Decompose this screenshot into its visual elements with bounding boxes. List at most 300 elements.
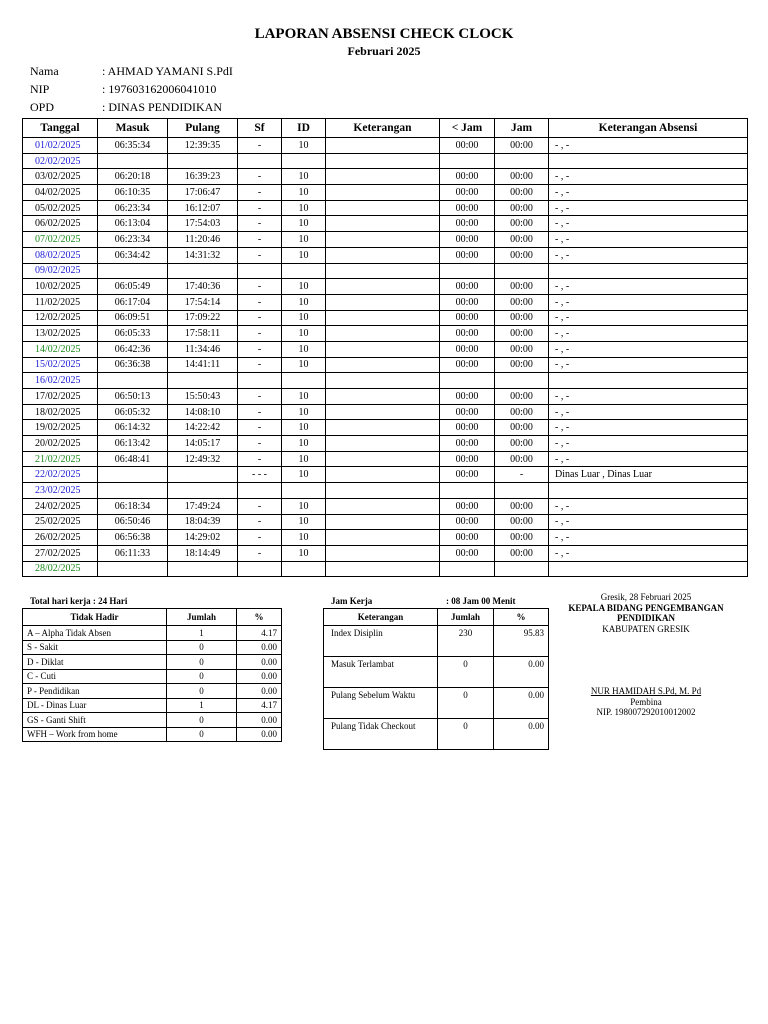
cell-keterangan-absensi: - , - xyxy=(549,498,748,514)
absence-header-row xyxy=(23,609,282,626)
cell-sf: - xyxy=(238,185,282,201)
cell-keterangan-absensi: - , - xyxy=(549,451,748,467)
cell-check-out: 17:09:22 xyxy=(168,310,238,326)
cell-jam: 00:00 xyxy=(495,436,549,452)
cell-keterangan xyxy=(326,373,440,389)
col-header-jam: Jam xyxy=(495,119,549,138)
cell-check-in: 06:35:34 xyxy=(98,138,168,154)
cell-id: 10 xyxy=(282,341,326,357)
cell-keterangan-absensi xyxy=(549,263,748,279)
cell-keterangan-absensi: - , - xyxy=(549,545,748,561)
cell-less-jam: 00:00 xyxy=(440,530,495,546)
absence-count: 0 xyxy=(167,669,237,684)
col-header-tanggal: Tanggal xyxy=(23,119,98,138)
cell-id: 10 xyxy=(282,357,326,373)
cell-jam: - xyxy=(495,467,549,483)
cell-jam: 00:00 xyxy=(495,169,549,185)
employee-opd-row xyxy=(30,100,222,115)
cell-less-jam xyxy=(440,153,495,169)
cell-date: 06/02/2025 xyxy=(23,216,98,232)
cell-keterangan xyxy=(326,247,440,263)
cell-sf xyxy=(238,561,282,577)
col-header-masuk: Masuk xyxy=(98,119,168,138)
cell-date: 04/02/2025 xyxy=(23,185,98,201)
cell-sf: - xyxy=(238,232,282,248)
absence-count: 0 xyxy=(167,640,237,655)
attendance-row xyxy=(23,153,748,169)
cell-sf xyxy=(238,373,282,389)
cell-check-out: 14:29:02 xyxy=(168,530,238,546)
cell-jam: 00:00 xyxy=(495,326,549,342)
absence-pct: 0.00 xyxy=(237,713,282,728)
cell-date: 23/02/2025 xyxy=(23,483,98,499)
cell-check-out: 14:41:11 xyxy=(168,357,238,373)
cell-sf: - xyxy=(238,216,282,232)
cell-keterangan-absensi: - , - xyxy=(549,420,748,436)
cell-jam xyxy=(495,483,549,499)
cell-id: 10 xyxy=(282,436,326,452)
attendance-row xyxy=(23,169,748,185)
signature-agency: KABUPATEN GRESIK xyxy=(602,623,690,634)
cell-date: 24/02/2025 xyxy=(23,498,98,514)
cell-keterangan-absensi: - , - xyxy=(549,436,748,452)
absence-type: WFH – Work from home xyxy=(23,727,167,742)
cell-check-in xyxy=(98,373,168,389)
cell-check-out: 17:40:36 xyxy=(168,279,238,295)
discipline-count: 230 xyxy=(438,626,494,657)
discipline-col-jumlah: Jumlah xyxy=(438,609,494,626)
cell-id: 10 xyxy=(282,169,326,185)
cell-id xyxy=(282,153,326,169)
cell-keterangan-absensi: - , - xyxy=(549,389,748,405)
cell-jam: 00:00 xyxy=(495,185,549,201)
cell-keterangan xyxy=(326,436,440,452)
cell-jam: 00:00 xyxy=(495,404,549,420)
absence-type: GS - Ganti Shift xyxy=(23,713,167,728)
absence-type: P - Pendidikan xyxy=(23,684,167,699)
cell-jam xyxy=(495,153,549,169)
cell-sf: - xyxy=(238,530,282,546)
col-header-keterangan-absensi: Keterangan Absensi xyxy=(549,119,748,138)
cell-sf xyxy=(238,153,282,169)
absence-count: 1 xyxy=(167,698,237,713)
cell-check-in xyxy=(98,153,168,169)
cell-id: 10 xyxy=(282,498,326,514)
absence-summary-table xyxy=(22,608,282,742)
cell-date: 27/02/2025 xyxy=(23,545,98,561)
cell-check-in: 06:05:49 xyxy=(98,279,168,295)
cell-check-out: 17:58:11 xyxy=(168,326,238,342)
signature-name: NUR HAMIDAH S.Pd, M. Pd xyxy=(590,686,702,696)
cell-check-out: 11:34:46 xyxy=(168,341,238,357)
cell-id: 10 xyxy=(282,279,326,295)
absence-col-tidak-hadir: Tidak Hadir xyxy=(23,609,167,626)
discipline-col-keterangan: Keterangan xyxy=(324,609,438,626)
attendance-row xyxy=(23,436,748,452)
cell-less-jam: 00:00 xyxy=(440,341,495,357)
discipline-count: 0 xyxy=(438,688,494,719)
cell-jam: 00:00 xyxy=(495,530,549,546)
cell-jam xyxy=(495,263,549,279)
cell-check-in: 06:11:33 xyxy=(98,545,168,561)
cell-less-jam: 00:00 xyxy=(440,514,495,530)
cell-keterangan-absensi: - , - xyxy=(549,357,748,373)
attendance-row xyxy=(23,530,748,546)
discipline-col-pct: % xyxy=(494,609,549,626)
cell-date: 22/02/2025 xyxy=(23,467,98,483)
cell-keterangan xyxy=(326,530,440,546)
cell-sf: - xyxy=(238,326,282,342)
cell-less-jam: 00:00 xyxy=(440,216,495,232)
absence-pct: 0.00 xyxy=(237,684,282,699)
cell-date: 17/02/2025 xyxy=(23,389,98,405)
absence-count: 1 xyxy=(167,626,237,641)
cell-keterangan-absensi: - , - xyxy=(549,232,748,248)
cell-jam: 00:00 xyxy=(495,514,549,530)
discipline-header-row xyxy=(324,609,549,626)
cell-keterangan-absensi: - , - xyxy=(549,216,748,232)
attendance-row xyxy=(23,373,748,389)
cell-keterangan xyxy=(326,357,440,373)
cell-keterangan-absensi: - , - xyxy=(549,279,748,295)
col-header-pulang: Pulang xyxy=(168,119,238,138)
cell-check-in: 06:17:04 xyxy=(98,294,168,310)
cell-id: 10 xyxy=(282,200,326,216)
cell-keterangan-absensi: - , - xyxy=(549,341,748,357)
cell-sf: - xyxy=(238,389,282,405)
col-header-sf: Sf xyxy=(238,119,282,138)
cell-id: 10 xyxy=(282,247,326,263)
discipline-label: Pulang Tidak Checkout xyxy=(324,719,438,750)
cell-jam: 00:00 xyxy=(495,200,549,216)
cell-keterangan xyxy=(326,169,440,185)
absence-count: 0 xyxy=(167,713,237,728)
cell-sf xyxy=(238,483,282,499)
cell-check-in xyxy=(98,561,168,577)
discipline-label: Pulang Sebelum Waktu xyxy=(324,688,438,719)
discipline-count: 0 xyxy=(438,719,494,750)
cell-id: 10 xyxy=(282,530,326,546)
cell-date: 03/02/2025 xyxy=(23,169,98,185)
cell-date: 20/02/2025 xyxy=(23,436,98,452)
cell-check-out: 18:14:49 xyxy=(168,545,238,561)
cell-keterangan-absensi: - , - xyxy=(549,169,748,185)
cell-check-out xyxy=(168,153,238,169)
cell-keterangan-absensi: - , - xyxy=(549,310,748,326)
cell-sf: - xyxy=(238,200,282,216)
attendance-row xyxy=(23,263,748,279)
total-work-days: Total hari kerja : 24 Hari xyxy=(30,596,128,606)
cell-jam xyxy=(495,561,549,577)
cell-keterangan xyxy=(326,138,440,154)
cell-sf: - xyxy=(238,514,282,530)
cell-keterangan-absensi: - , - xyxy=(549,138,748,154)
cell-check-in: 06:05:33 xyxy=(98,326,168,342)
cell-jam: 00:00 xyxy=(495,247,549,263)
absence-count: 0 xyxy=(167,655,237,670)
cell-less-jam xyxy=(440,561,495,577)
cell-jam: 00:00 xyxy=(495,420,549,436)
cell-date: 01/02/2025 xyxy=(23,138,98,154)
cell-less-jam: 00:00 xyxy=(440,436,495,452)
cell-keterangan-absensi: - , - xyxy=(549,514,748,530)
cell-check-in: 06:23:34 xyxy=(98,232,168,248)
absence-col-pct: % xyxy=(237,609,282,626)
cell-check-out xyxy=(168,561,238,577)
cell-keterangan xyxy=(326,263,440,279)
attendance-row xyxy=(23,561,748,577)
cell-keterangan xyxy=(326,294,440,310)
attendance-row xyxy=(23,138,748,154)
absence-pct: 0.00 xyxy=(237,655,282,670)
cell-id xyxy=(282,263,326,279)
attendance-row xyxy=(23,232,748,248)
absence-row xyxy=(23,727,282,742)
cell-less-jam: 00:00 xyxy=(440,247,495,263)
cell-check-out: 14:22:42 xyxy=(168,420,238,436)
cell-less-jam: 00:00 xyxy=(440,420,495,436)
absence-pct: 4.17 xyxy=(237,698,282,713)
cell-date: 10/02/2025 xyxy=(23,279,98,295)
cell-keterangan xyxy=(326,498,440,514)
discipline-row xyxy=(324,626,549,657)
absence-count: 0 xyxy=(167,684,237,699)
cell-check-out: 12:39:35 xyxy=(168,138,238,154)
cell-jam: 00:00 xyxy=(495,389,549,405)
attendance-row xyxy=(23,498,748,514)
cell-id: 10 xyxy=(282,451,326,467)
cell-check-out: 15:50:43 xyxy=(168,389,238,405)
employee-name-row xyxy=(30,64,233,79)
cell-date: 13/02/2025 xyxy=(23,326,98,342)
cell-id: 10 xyxy=(282,326,326,342)
cell-less-jam: 00:00 xyxy=(440,138,495,154)
cell-keterangan xyxy=(326,185,440,201)
cell-jam: 00:00 xyxy=(495,451,549,467)
cell-jam: 00:00 xyxy=(495,294,549,310)
attendance-row xyxy=(23,420,748,436)
cell-keterangan-absensi: Dinas Luar , Dinas Luar xyxy=(549,467,748,483)
cell-check-in: 06:36:38 xyxy=(98,357,168,373)
cell-date: 18/02/2025 xyxy=(23,404,98,420)
cell-id: 10 xyxy=(282,404,326,420)
cell-check-in xyxy=(98,483,168,499)
col-header-keterangan: Keterangan xyxy=(326,119,440,138)
absence-row xyxy=(23,684,282,699)
cell-jam: 00:00 xyxy=(495,341,549,357)
attendance-row xyxy=(23,200,748,216)
cell-check-in: 06:50:46 xyxy=(98,514,168,530)
cell-id xyxy=(282,483,326,499)
cell-less-jam: 00:00 xyxy=(440,389,495,405)
discipline-count: 0 xyxy=(438,657,494,688)
signature-block xyxy=(560,592,732,718)
discipline-pct: 95.83 xyxy=(494,626,549,657)
cell-less-jam: 00:00 xyxy=(440,545,495,561)
cell-check-in: 06:56:38 xyxy=(98,530,168,546)
absence-row xyxy=(23,669,282,684)
cell-check-in: 06:18:34 xyxy=(98,498,168,514)
cell-keterangan-absensi: - , - xyxy=(549,185,748,201)
cell-check-out: 12:49:32 xyxy=(168,451,238,467)
cell-sf: - - - xyxy=(238,467,282,483)
signature-nip: NIP. 198007292010012002 xyxy=(596,707,696,717)
cell-less-jam xyxy=(440,263,495,279)
employee-nip-value: : 197603162006041010 xyxy=(102,82,217,96)
cell-check-in: 06:14:32 xyxy=(98,420,168,436)
cell-date: 28/02/2025 xyxy=(23,561,98,577)
discipline-row xyxy=(324,719,549,750)
cell-sf: - xyxy=(238,310,282,326)
cell-less-jam: 00:00 xyxy=(440,451,495,467)
cell-less-jam: 00:00 xyxy=(440,169,495,185)
absence-type: S - Sakit xyxy=(23,640,167,655)
cell-keterangan xyxy=(326,514,440,530)
cell-keterangan-absensi: - , - xyxy=(549,530,748,546)
cell-id: 10 xyxy=(282,294,326,310)
attendance-row xyxy=(23,341,748,357)
attendance-row xyxy=(23,357,748,373)
cell-jam: 00:00 xyxy=(495,310,549,326)
cell-date: 11/02/2025 xyxy=(23,294,98,310)
cell-keterangan xyxy=(326,389,440,405)
employee-opd-value: : DINAS PENDIDIKAN xyxy=(102,100,222,114)
discipline-pct: 0.00 xyxy=(494,688,549,719)
cell-keterangan xyxy=(326,200,440,216)
signature-place-date: Gresik, 28 Februari 2025 xyxy=(600,592,692,602)
cell-id: 10 xyxy=(282,545,326,561)
cell-id: 10 xyxy=(282,514,326,530)
attendance-row xyxy=(23,294,748,310)
cell-check-out xyxy=(168,467,238,483)
cell-keterangan xyxy=(326,467,440,483)
cell-keterangan-absensi xyxy=(549,153,748,169)
cell-date: 16/02/2025 xyxy=(23,373,98,389)
employee-nip-label: NIP xyxy=(30,82,50,96)
cell-date: 07/02/2025 xyxy=(23,232,98,248)
attendance-row xyxy=(23,279,748,295)
cell-keterangan-absensi: - , - xyxy=(549,200,748,216)
absence-type: DL - Dinas Luar xyxy=(23,698,167,713)
cell-keterangan xyxy=(326,326,440,342)
cell-check-out: 16:12:07 xyxy=(168,200,238,216)
cell-check-in: 06:42:36 xyxy=(98,341,168,357)
absence-row xyxy=(23,640,282,655)
cell-check-in xyxy=(98,263,168,279)
attendance-row xyxy=(23,514,748,530)
col-header-less-jam: < Jam xyxy=(440,119,495,138)
cell-less-jam: 00:00 xyxy=(440,467,495,483)
cell-less-jam: 00:00 xyxy=(440,200,495,216)
cell-date: 19/02/2025 xyxy=(23,420,98,436)
cell-id: 10 xyxy=(282,232,326,248)
cell-date: 14/02/2025 xyxy=(23,341,98,357)
employee-name-label: Nama xyxy=(30,64,59,78)
discipline-label: Index Disiplin xyxy=(324,626,438,657)
cell-jam: 00:00 xyxy=(495,138,549,154)
cell-jam: 00:00 xyxy=(495,498,549,514)
cell-less-jam xyxy=(440,373,495,389)
cell-less-jam: 00:00 xyxy=(440,326,495,342)
cell-check-out: 14:31:32 xyxy=(168,247,238,263)
absence-row xyxy=(23,655,282,670)
cell-id xyxy=(282,373,326,389)
absence-type: A – Alpha Tidak Absen xyxy=(23,626,167,641)
cell-check-in: 06:05:32 xyxy=(98,404,168,420)
cell-keterangan-absensi xyxy=(549,561,748,577)
cell-check-in: 06:13:42 xyxy=(98,436,168,452)
absence-pct: 0.00 xyxy=(237,727,282,742)
signature-rank: Pembina xyxy=(630,696,662,707)
cell-check-out xyxy=(168,373,238,389)
cell-jam: 00:00 xyxy=(495,216,549,232)
cell-less-jam xyxy=(440,483,495,499)
cell-check-out xyxy=(168,483,238,499)
cell-check-out: 17:49:24 xyxy=(168,498,238,514)
cell-less-jam: 00:00 xyxy=(440,232,495,248)
cell-less-jam: 00:00 xyxy=(440,357,495,373)
discipline-row xyxy=(324,688,549,719)
cell-check-in: 06:20:18 xyxy=(98,169,168,185)
absence-count: 0 xyxy=(167,727,237,742)
cell-jam: 00:00 xyxy=(495,279,549,295)
discipline-pct: 0.00 xyxy=(494,719,549,750)
absence-row xyxy=(23,698,282,713)
cell-check-in: 06:23:34 xyxy=(98,200,168,216)
cell-date: 25/02/2025 xyxy=(23,514,98,530)
report-title: LAPORAN ABSENSI CHECK CLOCK xyxy=(254,26,514,42)
cell-sf xyxy=(238,263,282,279)
cell-keterangan xyxy=(326,561,440,577)
cell-sf: - xyxy=(238,341,282,357)
cell-check-out: 17:06:47 xyxy=(168,185,238,201)
attendance-table xyxy=(22,118,748,577)
cell-less-jam: 00:00 xyxy=(440,185,495,201)
cell-sf: - xyxy=(238,138,282,154)
cell-jam: 00:00 xyxy=(495,357,549,373)
cell-check-out: 14:05:17 xyxy=(168,436,238,452)
cell-keterangan xyxy=(326,545,440,561)
cell-date: 05/02/2025 xyxy=(23,200,98,216)
attendance-row xyxy=(23,389,748,405)
cell-keterangan-absensi xyxy=(549,483,748,499)
cell-jam xyxy=(495,373,549,389)
cell-sf: - xyxy=(238,169,282,185)
absence-row xyxy=(23,626,282,641)
cell-check-in xyxy=(98,467,168,483)
col-header-id: ID xyxy=(282,119,326,138)
cell-check-in: 06:13:04 xyxy=(98,216,168,232)
cell-sf: - xyxy=(238,404,282,420)
cell-check-out xyxy=(168,263,238,279)
employee-name-value: : AHMAD YAMANI S.PdI xyxy=(102,64,233,78)
cell-keterangan xyxy=(326,310,440,326)
cell-sf: - xyxy=(238,436,282,452)
attendance-row xyxy=(23,326,748,342)
cell-less-jam: 00:00 xyxy=(440,310,495,326)
cell-id: 10 xyxy=(282,420,326,436)
cell-sf: - xyxy=(238,498,282,514)
employee-opd-label: OPD xyxy=(30,100,55,114)
absence-pct: 0.00 xyxy=(237,640,282,655)
absence-pct: 0.00 xyxy=(237,669,282,684)
cell-date: 26/02/2025 xyxy=(23,530,98,546)
cell-keterangan xyxy=(326,279,440,295)
cell-check-in: 06:10:35 xyxy=(98,185,168,201)
cell-check-out: 17:54:03 xyxy=(168,216,238,232)
cell-check-out: 11:20:46 xyxy=(168,232,238,248)
cell-sf: - xyxy=(238,357,282,373)
